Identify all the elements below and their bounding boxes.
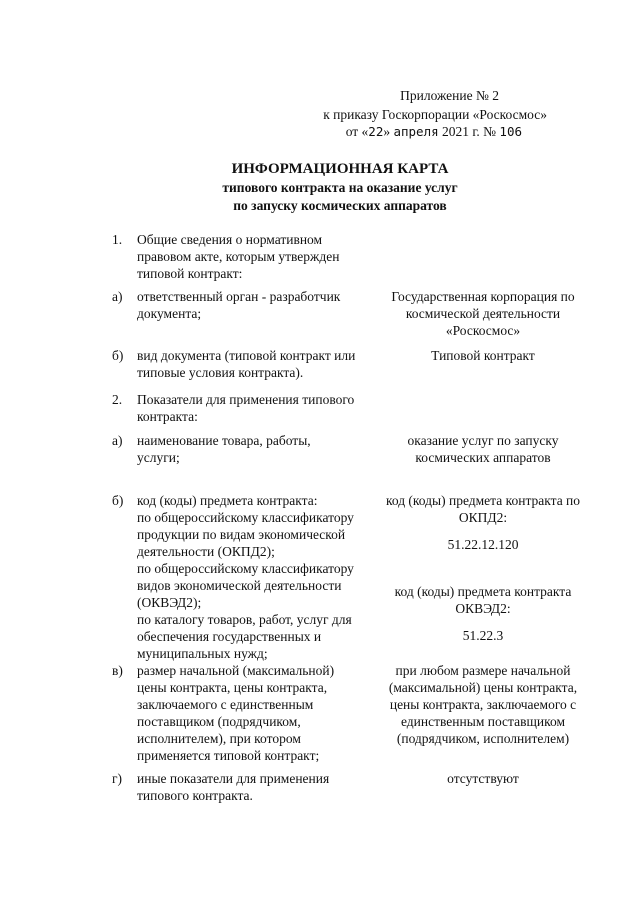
date-sep: » xyxy=(383,124,394,139)
row-label: размер начальной (максимальной) цены контракта, цены контракта, заключаемого с единственным поставщиком (подрядчиком, исполнителем), при котором применяется типовой контракт; xyxy=(137,663,335,763)
okpd2-code-label: код (коды) предмета контракта по xyxy=(385,493,581,508)
row-number: г) xyxy=(112,771,123,786)
date-month: апреля xyxy=(393,124,439,139)
row-value: оказание услуг по запуску космических аппаратов xyxy=(407,433,559,465)
appendix-label: Приложение № 2 xyxy=(400,88,499,103)
row-label: Показатели для применения типового контракта: xyxy=(137,392,355,424)
row-value: Типовой контракт xyxy=(431,348,535,363)
row-label: Общие сведения о нормативном правовом акте, которым утвержден типовой контракт: xyxy=(137,232,340,281)
okved2-code-label: код (коды) предмета контракта xyxy=(394,584,572,599)
row-number: 1. xyxy=(112,232,123,247)
row-number: б) xyxy=(112,348,124,363)
row-value: Государственная корпорация по космической деятельности «Роскосмос» xyxy=(391,289,575,338)
document-subtitle-2: по запуску космических аппаратов xyxy=(233,198,447,213)
date-prefix: от « xyxy=(345,124,369,139)
document-subtitle-1: типового контракта на оказание услуг xyxy=(222,180,458,195)
row-label: вид документа (типовой контракт или типовые условия контракта). xyxy=(137,348,356,380)
row-number: в) xyxy=(112,663,123,678)
row-value: отсутствуют xyxy=(447,771,519,786)
row-number: а) xyxy=(112,289,123,304)
order-reference: к приказу Госкорпорации «Роскосмос» xyxy=(323,107,547,122)
order-number: 106 xyxy=(499,124,522,139)
row-number: а) xyxy=(112,433,123,448)
order-date-line xyxy=(346,122,522,141)
document-title: ИНФОРМАЦИОННАЯ КАРТА xyxy=(231,161,449,177)
date-year: 2021 г. № xyxy=(438,124,500,139)
row-number: 2. xyxy=(112,392,123,407)
date-day: 22 xyxy=(368,124,384,139)
okpd2-code: 51.22.12.120 xyxy=(447,537,519,552)
okved2-code: 51.22.3 xyxy=(462,628,504,643)
row-label: код (коды) предмета контракта: по общероссийскому классификатору продукции по видам экономической деятельности (ОКПД2); по общероссийскому классификатору видов экономической деятельности (ОКВЭД2); по каталогу товаров, работ, услуг для обеспечения государственных и муниципальных нужд; xyxy=(137,493,354,661)
row-label: иные показатели для применения типового контракта. xyxy=(137,771,330,803)
row-label: ответственный орган - разработчик документа; xyxy=(137,289,341,321)
row-value: при любом размере начальной (максимальной) цены контракта, цены контракта, заключаемого с единственным поставщиком (подрядчиком, исполнителем) xyxy=(388,663,578,746)
row-label: наименование товара, работы, услуги; xyxy=(137,433,311,465)
row-number: б) xyxy=(112,493,124,508)
row-value: код (коды) предмета контракта по ОКПД2: 51.22.12.120 код (коды) предмета контракта ОКВЭД2: 51.22.3 xyxy=(377,492,589,644)
